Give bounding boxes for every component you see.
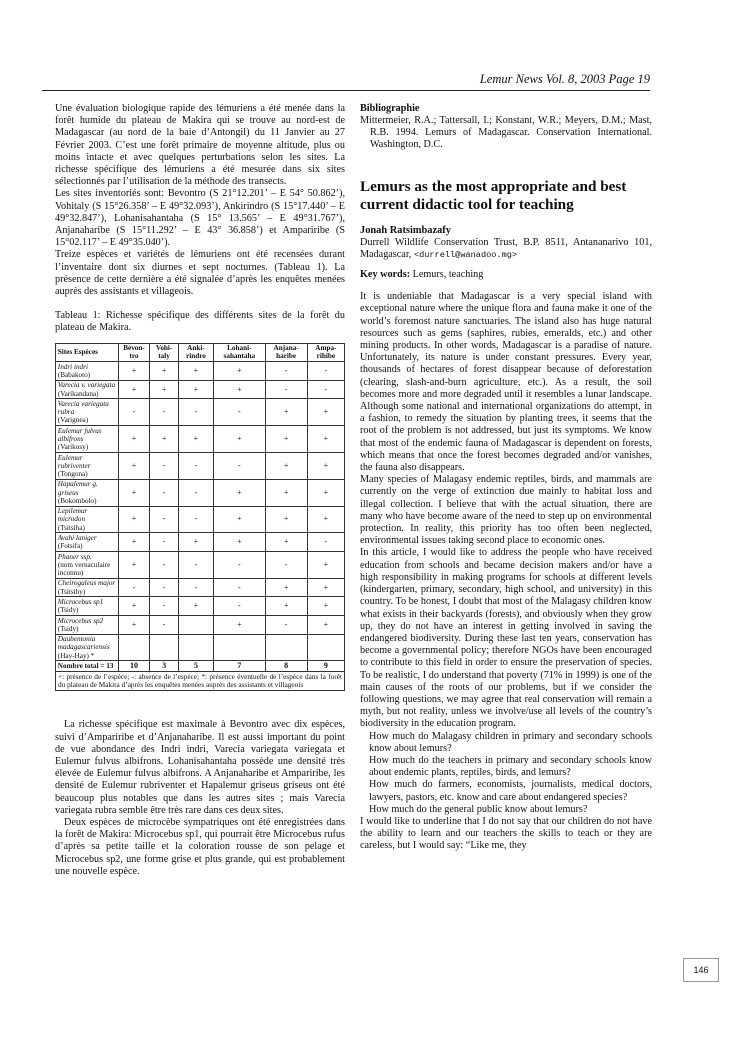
affiliation	[360, 237, 652, 261]
keywords	[360, 269, 652, 281]
column-header-site: Anjana-haribe	[265, 343, 307, 362]
presence-cell: -	[265, 616, 307, 635]
presence-cell: -	[178, 506, 213, 533]
presence-cell: +	[118, 533, 150, 552]
presence-cell: -	[178, 552, 213, 579]
table-row	[56, 426, 345, 453]
vernacular-name: (nom vernaculaire inconnu)	[57, 560, 111, 578]
presence-cell: +	[214, 533, 265, 552]
presence-cell: +	[307, 552, 344, 579]
presence-cell: +	[307, 426, 344, 453]
table-row	[56, 479, 345, 506]
species-cell	[56, 399, 119, 426]
presence-cell: -	[150, 578, 178, 597]
vernacular-name: (Babakoto)	[57, 371, 91, 380]
table-row	[56, 552, 345, 579]
presence-cell: -	[178, 578, 213, 597]
richness-paragraph: La richesse spécifique est maximale à Bevontro avec dix espèces, suivi d’Ampariribe et d’Anjanaharibe. Il est aussi important du point de vue abondance des Indri indri, Varecia variegata variegata et Eulemur fulvus albifrons. Lohanisahantaha possède une densité très élevée de Eulemur fulvus albifrons. A Anjanaharibe et Ampariribe, les densité de Eulemur rubriventer et Hapalemur griseus griseus ont été beaucoup plus notables que dans les autres sites ; mais Varecia variegata rubra semble être très rare dans ces deux sites.	[55, 719, 345, 816]
presence-cell: +	[118, 506, 150, 533]
table-row	[56, 506, 345, 533]
presence-cell: -	[150, 533, 178, 552]
table-row	[56, 634, 345, 661]
presence-cell: +	[307, 479, 344, 506]
body-paragraph-3: In this article, I would like to address the people who have received education from schools and became decision makers and/or have a high responsibility in making programs for schools at different levels (kindergarten, primary, secondary, high school, and university) in this country. To be honest, I doubt that most of the Malagasy children know what exists in their backyards (forests), and obviously when they grow up, they do not have an interest in getting involved in saving the endangered biodiversity. During these last ten years, conservation has become a governmental policy; therefore NGOs have been encouraged to contribute to this field in order to ensure the preservation of species. To be realistic, I do understand that poverty (71% in 1999) is one of the main causes of the roots of our problems, but if we consider the following questions, we may agree that real conservation will remain a myth, but not reality, unless we involve/use all levels of the country’s biodiversity in the education program.	[360, 547, 652, 730]
question-2: How much do the teachers in primary and secondary schools know about endemic plants, reptiles, birds, and lemurs?	[369, 754, 652, 779]
presence-cell: -	[214, 453, 265, 480]
presence-cell: -	[118, 399, 150, 426]
column-header-site: Bevon-tro	[118, 343, 150, 362]
presence-cell: +	[265, 453, 307, 480]
vernacular-name: (Varikosy)	[57, 443, 89, 452]
presence-cell: -	[265, 552, 307, 579]
presence-cell: -	[214, 552, 265, 579]
presence-cell: -	[150, 552, 178, 579]
presence-cell: +	[265, 479, 307, 506]
presence-cell: +	[265, 533, 307, 552]
species-name: Microcebus sp1	[57, 598, 104, 606]
presence-cell	[265, 634, 307, 661]
species-cell	[56, 552, 119, 579]
presence-cell	[214, 634, 265, 661]
species-cell	[56, 616, 119, 635]
affiliation-text: Durrell Wildlife Conservation Trust, B.P. 8511, Antananarivo 101, Madagascar,	[360, 236, 652, 260]
presence-cell: +	[178, 533, 213, 552]
presence-cell: +	[118, 380, 150, 399]
running-header	[42, 72, 650, 91]
column-header-site: Lohani-sahantaha	[214, 343, 265, 362]
microcebus-paragraph: Deux espèces de microcèbe sympatriques ont été enregistrées dans la forêt de Makira: Microcebus sp1, qui pourrait être Microcebus rufus d’après sa petite taille et la coloration rousse de son pelage et Microcebus sp2, une forme grise et plus grande, qui est probablement une nouvelle espèce.	[55, 817, 345, 877]
species-cell	[56, 453, 119, 480]
species-name: Cheirogaleus major	[57, 579, 116, 588]
species-name: Eulemur fulvus albifrons	[57, 426, 102, 444]
presence-cell: +	[178, 362, 213, 381]
presence-cell: +	[150, 362, 178, 381]
presence-cell: +	[307, 616, 344, 635]
presence-cell: +	[150, 380, 178, 399]
keywords-label: Key words:	[360, 269, 411, 281]
total-cell: 3	[150, 661, 178, 671]
keywords-value: Lemurs, teaching	[412, 269, 484, 281]
presence-cell: -	[150, 616, 178, 635]
presence-cell: -	[150, 399, 178, 426]
table-row	[56, 597, 345, 616]
table-row	[56, 380, 345, 399]
species-table	[55, 343, 345, 672]
presence-cell	[178, 616, 213, 635]
presence-cell: +	[214, 362, 265, 381]
presence-cell: +	[118, 453, 150, 480]
total-cell: 10	[118, 661, 150, 671]
column-header-sites-species: Sites Espèces	[56, 343, 119, 362]
running-title: Lemur News Vol. 8, 2003 Page 19	[479, 72, 650, 86]
body-paragraph-4: I would like to underline that I do not say that our children do not have the ability to learn and our teachers the skills to teach or they are careless, but I would say: “Like me, they	[360, 815, 652, 852]
question-3: How much do farmers, economists, journalists, medical doctors, lawyers, pastors, etc. know and care about endangered species?	[369, 779, 652, 803]
vernacular-name: (Tsidy)	[57, 624, 79, 633]
presence-cell: +	[265, 578, 307, 597]
presence-cell	[178, 634, 213, 661]
presence-cell: -	[214, 399, 265, 426]
table-body	[56, 362, 345, 672]
presence-cell: +	[178, 426, 213, 453]
presence-cell: +	[118, 479, 150, 506]
presence-cell: -	[178, 453, 213, 480]
presence-cell: +	[307, 506, 344, 533]
species-name: Daubentonia madagascariensis	[57, 635, 110, 652]
presence-cell: -	[265, 380, 307, 399]
left-column	[55, 103, 345, 878]
species-cell	[56, 578, 119, 597]
article-title: Lemurs as the most appropriate and best current didactic tool for teaching	[360, 177, 627, 214]
species-cell	[56, 479, 119, 506]
presence-cell: +	[118, 426, 150, 453]
species-cell	[56, 634, 119, 661]
presence-cell	[307, 634, 344, 661]
body-paragraph-1: It is undeniable that Madagascar is a very special island with exceptional nature where the unique flora and fauna make it one of the world’s foremost nature sanctuaries. The island also has huge natural resources such as gems (saphires, rubies, emeralds, etc.) and other mining products. In other words, Madagascar is a paradise of nature. Unfortunately, its nature is under constant pressures. Every year, thousands of hectares of forest disappear because of deforestation (clearing, slash-and-burn agriculture, etc.). As a result, the soil becomes more and more degraded until it resembles a lunar landscape. Although some national and international organizations do attempt, in a fashion, to remedy the situation by planting trees, it seems that the root of the problem is not addressed, but just its symptoms. We know that most of the endemic fauna of Madagascar is dependent on forests, which means that once the forest becomes degraded and/or vanishes, the fauna also disappears.	[360, 291, 652, 474]
question-4: How much do the general public know about lemurs?	[369, 803, 588, 815]
sites-paragraph: Les sites inventoriés sont: Bevontro (S 21°12.201’ – E 54° 50.862’), Vohitaly (S 15°26.358’ – E 49°32.093’), Ankirindro (S 15°17.440’ – E 49°32.847’), Lohanisahantaha (S 15° 13.565’ – E 49°31.767’), Anjanaharibe (S 15°11.292’ – E 43° 36.858’) et Ampariribe (S 15°02.117’ – E 49°35.040’).	[55, 188, 345, 249]
vernacular-name: (Fotsifa)	[57, 542, 83, 551]
vernacular-name: (Hay-Hay) *	[57, 651, 95, 660]
presence-cell: +	[214, 616, 265, 635]
presence-cell: -	[178, 399, 213, 426]
total-row	[56, 661, 345, 671]
species-name: Varecia variegata rubra	[57, 400, 109, 417]
page-number: 146	[683, 958, 719, 982]
table-row	[56, 616, 345, 635]
presence-cell: +	[214, 506, 265, 533]
presence-cell: +	[265, 506, 307, 533]
column-header-site: Vohi-taly	[150, 343, 178, 362]
column-header-site: Ampa-rihibe	[307, 343, 344, 362]
table-row	[56, 533, 345, 552]
vernacular-name: (Tsitsiha)	[57, 523, 85, 532]
author-email-link[interactable]: <durrell@wanadoo.mg>	[413, 249, 518, 260]
presence-cell	[118, 634, 150, 661]
species-name: Varecia v. variegata	[57, 381, 116, 390]
bibliography-entry: Mittermeier, R.A.; Tattersall, I.; Konstant, W.R.; Meyers, D.M.; Mast, R.B. 1994. Lemurs of Madagascar. Conservation International. Washington, D.C.	[360, 115, 652, 151]
species-cell	[56, 362, 119, 381]
table-row	[56, 578, 345, 597]
intro-paragraph: Une évaluation biologique rapide des lémuriens a été menée dans la forêt humide du plateau de Makira qui se trouve au nord-est de Madagascar (au nord de la baie d’Antongil) du 11 Janvier au 27 Février 2003. C’est une forêt primaire de moyenne altitude, plus ou moins intacte et avec quelques perturbations selon les sites. La richesse spécifique des lémuriens a été mesurée dans six sites sélectionnés par l’utilisation de la méthode des transects.	[55, 103, 345, 188]
species-cell	[56, 533, 119, 552]
presence-cell: +	[307, 597, 344, 616]
table-header-row	[56, 343, 345, 362]
species-name: Eulemur rubriventer	[57, 453, 91, 470]
table-row	[56, 399, 345, 426]
species-cell	[56, 506, 119, 533]
vernacular-name: (Varignea)	[57, 416, 89, 425]
presence-cell: +	[214, 426, 265, 453]
vernacular-name: (Bokombolo)	[57, 496, 97, 505]
presence-cell: -	[214, 578, 265, 597]
species-cell	[56, 597, 119, 616]
column-header-site: Anki-rindro	[178, 343, 213, 362]
vernacular-name: (Tsitsihy)	[57, 587, 86, 596]
presence-cell: +	[118, 362, 150, 381]
presence-cell: +	[118, 616, 150, 635]
presence-cell: -	[118, 578, 150, 597]
presence-cell: +	[214, 380, 265, 399]
vernacular-name: (Varikandana)	[57, 389, 99, 398]
species-cell	[56, 426, 119, 453]
presence-cell: -	[307, 380, 344, 399]
presence-cell: -	[214, 597, 265, 616]
presence-cell: +	[265, 597, 307, 616]
presence-cell: +	[307, 399, 344, 426]
total-cell: 5	[178, 661, 213, 671]
total-cell: 8	[265, 661, 307, 671]
presence-cell: -	[307, 362, 344, 381]
species-cell	[56, 380, 119, 399]
presence-cell: +	[265, 399, 307, 426]
species-name: Phaner ssp.	[57, 552, 92, 561]
species-name: Hapalemur g. griseus	[57, 480, 98, 497]
species-name: Indri indri	[57, 362, 88, 371]
bibliography-heading: Bibliographie	[360, 103, 420, 114]
presence-cell: -	[178, 479, 213, 506]
presence-cell: -	[150, 506, 178, 533]
presence-cell: +	[307, 578, 344, 597]
table-caption: Tableau 1: Richesse spécifique des différents sites de la forêt du plateau de Makira.	[55, 310, 345, 334]
presence-cell: -	[265, 362, 307, 381]
species-name: Lepilemur microdon	[57, 507, 88, 524]
vernacular-name: (Tongona)	[57, 470, 88, 479]
total-label: Nombre total = 13	[56, 661, 119, 671]
body-paragraph-2: Many species of Malagasy endemic reptiles, birds, and mammals are currently on the verge of extinction due mainly to habitat loss and illegal collection. I believe that with the actual situation, there are many who have become aware of the need to step up on environmental protection. In reality, this priority has too often been neglected, environmental issues taking second place to economic ones.	[360, 474, 652, 547]
right-column	[360, 103, 652, 853]
presence-cell: +	[178, 380, 213, 399]
total-cell: 9	[307, 661, 344, 671]
presence-cell: -	[307, 533, 344, 552]
presence-cell: +	[178, 597, 213, 616]
table-row	[56, 362, 345, 381]
presence-cell: +	[118, 552, 150, 579]
presence-cell: +	[307, 453, 344, 480]
presence-cell: +	[150, 426, 178, 453]
species-name: Avahi laniger	[57, 534, 97, 543]
species-name: Microcebus sp2	[57, 616, 104, 625]
table-row	[56, 453, 345, 480]
vernacular-name: (Tsidy)	[57, 606, 79, 615]
question-1: How much do Malagasy children in primary and secondary schools know about lemurs?	[369, 730, 652, 754]
presence-cell: +	[265, 426, 307, 453]
presence-cell	[150, 634, 178, 661]
species-count-paragraph: Treize espèces et variétés de lémuriens ont été recensées durant l’inventaire dont six diurnes et sept nocturnes. (Tableau 1). La présence de cette dernière a été signalée d’après les enquêtes menées auprès des assistants et villageois.	[55, 249, 345, 298]
presence-cell: +	[214, 479, 265, 506]
presence-cell: +	[118, 597, 150, 616]
total-cell: 7	[214, 661, 265, 671]
author-name: Jonah Ratsimbazafy	[360, 224, 451, 236]
presence-cell: -	[150, 453, 178, 480]
presence-cell: -	[150, 597, 178, 616]
table-note: +: présence de l’espèce; -: absence de l’espèce; *: présence éventuelle de l’espèce dans la forêt du plateau de Makira d’après les enquêtes menées auprès des assistants et villageois	[55, 672, 345, 692]
presence-cell: -	[150, 479, 178, 506]
